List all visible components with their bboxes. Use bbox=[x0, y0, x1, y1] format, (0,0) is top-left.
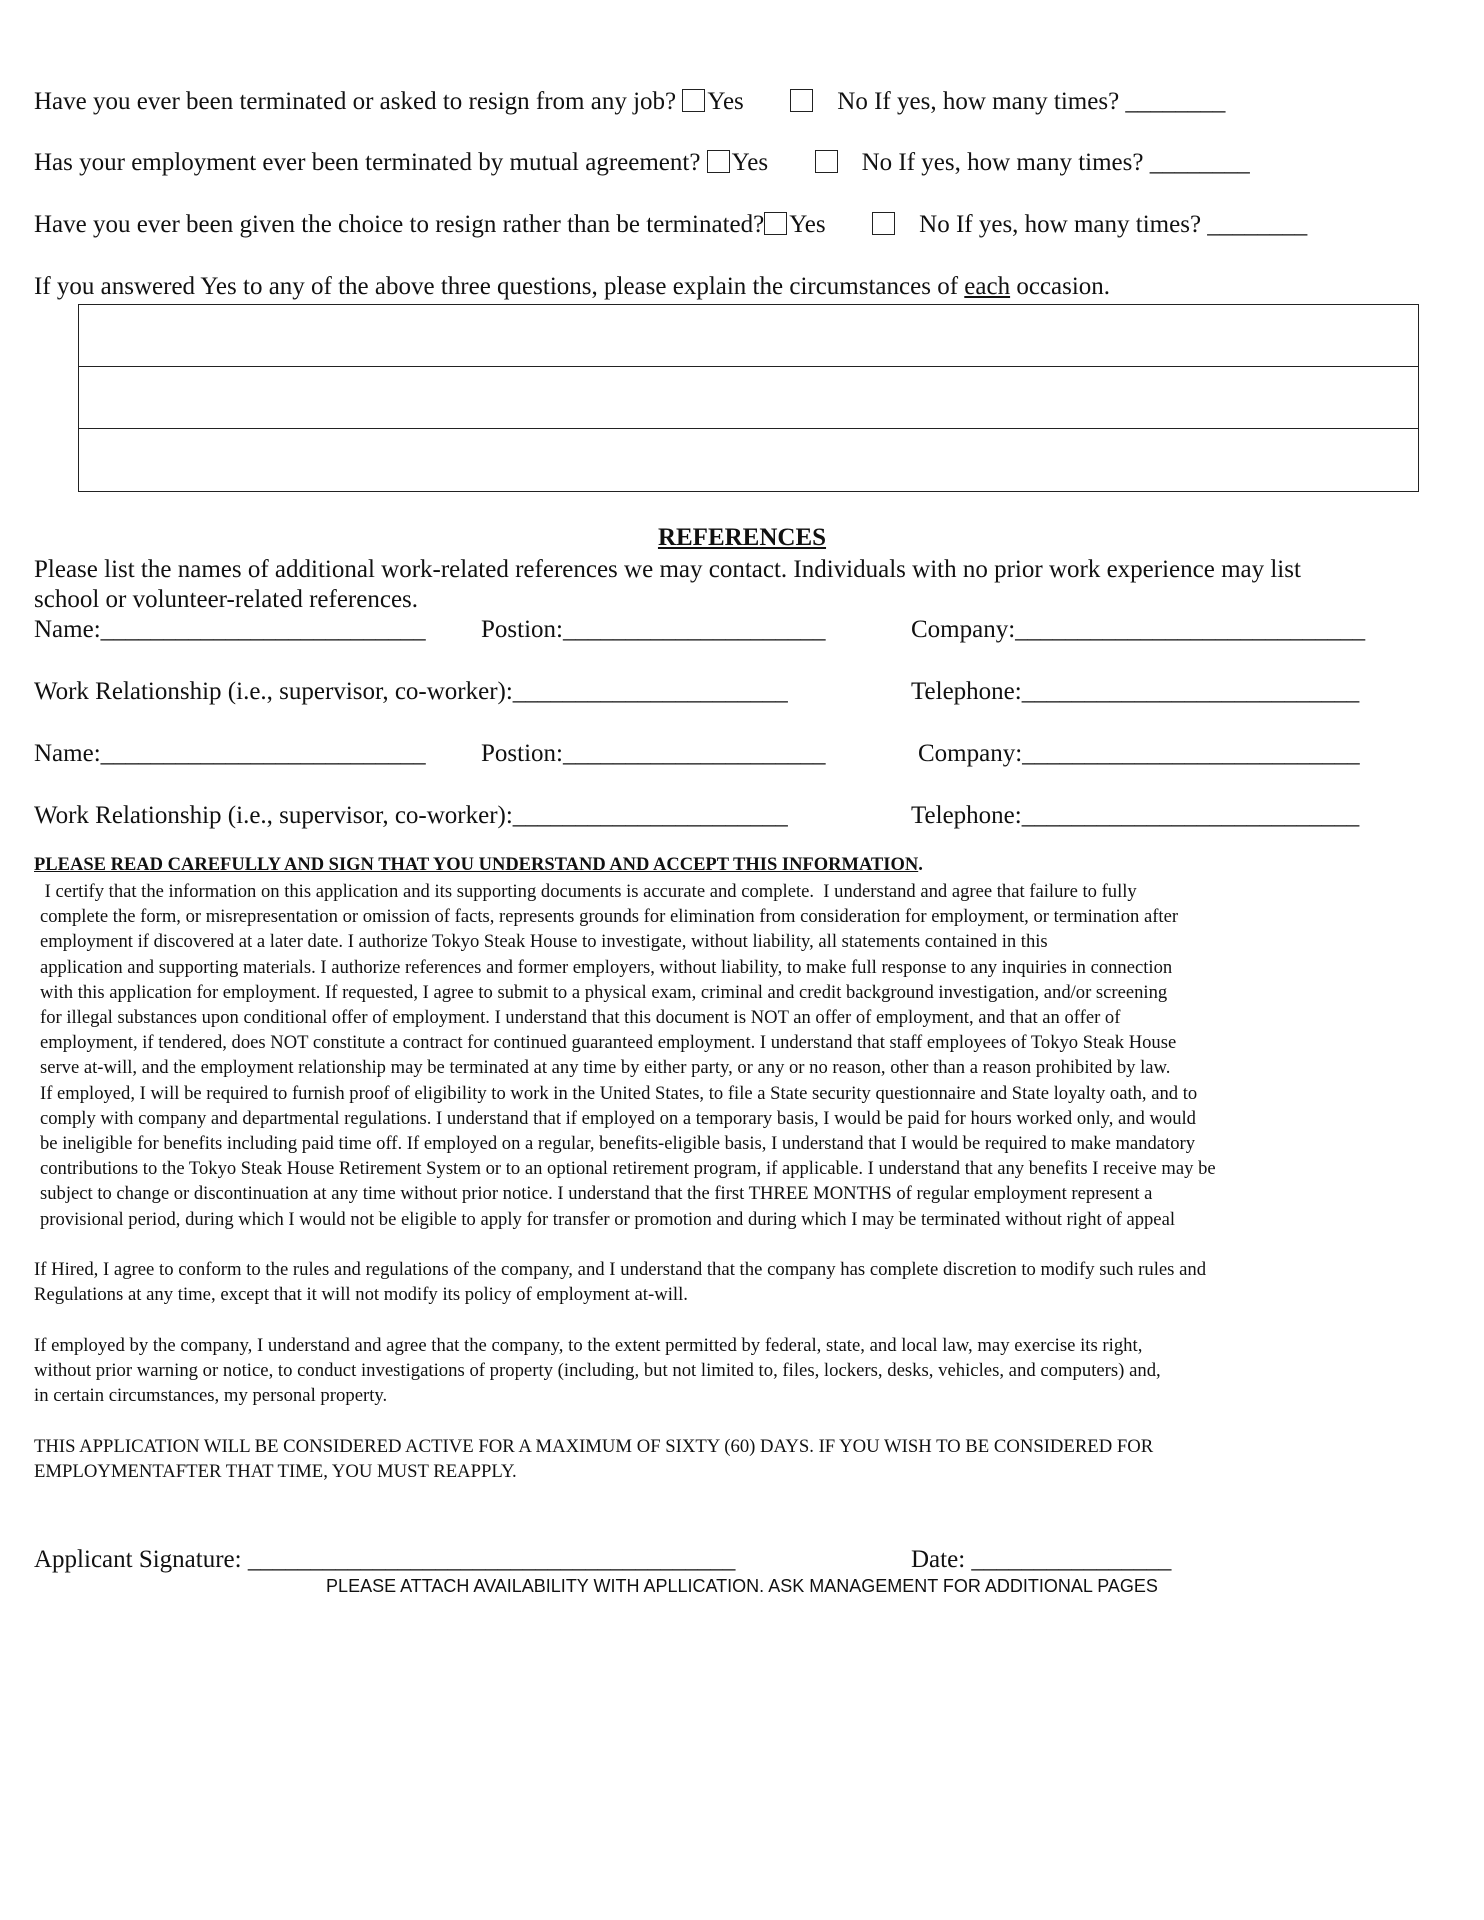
yes-label: Yes bbox=[707, 88, 744, 115]
question-terminated bbox=[34, 87, 1225, 117]
question-mutual-agreement bbox=[34, 148, 1250, 178]
explanation-box bbox=[78, 304, 1419, 492]
explanation-line-3[interactable] bbox=[79, 429, 1418, 490]
notice-heading bbox=[34, 855, 923, 876]
no-checkbox[interactable] bbox=[815, 150, 838, 173]
certify-line: for illegal substances upon conditional offer of employment. I understand that this document is NOT an offer of employment, and that an offer of bbox=[40, 1007, 1121, 1029]
yes-label: Yes bbox=[789, 211, 826, 238]
certification-paragraph bbox=[40, 879, 1460, 1232]
certify-line: subject to change or discontinuation at any time without prior notice. I understand that the first THREE MONTHS of regular employment represent a bbox=[40, 1183, 1153, 1205]
explain-text-end: occasion. bbox=[1010, 273, 1111, 300]
yes-checkbox[interactable] bbox=[682, 89, 705, 112]
no-label: No bbox=[861, 149, 893, 176]
no-label: No bbox=[919, 211, 950, 238]
notice-heading-text: PLEASE READ CAREFULLY AND SIGN THAT YOU UNDERSTAND AND ACCEPT THIS INFORMATION bbox=[34, 855, 919, 875]
references-intro-line-1: Please list the names of additional work-related references we may contact. Individuals with no prior work experience may list bbox=[34, 556, 1301, 583]
certify-line: with this application for employment. If requested, I agree to submit to a physical exam, criminal and credit background investigation, and/or screening bbox=[40, 981, 1168, 1003]
yes-checkbox[interactable] bbox=[707, 150, 730, 173]
certify-line: application and supporting materials. I authorize references and former employers, without liability, to make full response to any inquiries in connection bbox=[40, 956, 1173, 978]
certify-line: employment, if tendered, does NOT constitute a contract for continued guaranteed employment. I understand that staff employees of Tokyo Steak House bbox=[40, 1032, 1177, 1054]
explanation-line-2[interactable] bbox=[79, 367, 1418, 429]
investigation-line: If employed by the company, I understand and agree that the company, to the extent permitted by federal, state, and local law, may exercise its right, bbox=[34, 1335, 1143, 1356]
reference-1-telephone-field[interactable]: Telephone:___________________________ bbox=[911, 678, 1360, 705]
references-heading: REFERENCES bbox=[657, 524, 827, 551]
certify-line: provisional period, during which I would not be eligible to apply for transfer or promotion and during which I may be terminated without right of appeal bbox=[40, 1208, 1175, 1230]
question-text: Has your employment ever been terminated by mutual agreement? bbox=[34, 149, 701, 176]
reference-1-position-field[interactable]: Postion:_____________________ bbox=[481, 616, 826, 643]
reference-2-telephone-field[interactable]: Telephone:___________________________ bbox=[911, 802, 1360, 829]
no-checkbox[interactable] bbox=[790, 89, 813, 112]
certify-line: be ineligible for benefits including paid time off. If employed on a regular, benefits-eligible basis, I understand that I would be required to make mandatory bbox=[40, 1133, 1195, 1155]
explain-prompt bbox=[34, 272, 1110, 302]
question-text: Have you ever been given the choice to resign rather than be terminated? bbox=[34, 211, 765, 238]
times-field[interactable]: If yes, how many times? ________ bbox=[898, 149, 1250, 176]
question-text: Have you ever been terminated or asked to resign from any job? bbox=[34, 88, 677, 115]
times-field[interactable]: If yes, how many times? ________ bbox=[955, 211, 1308, 238]
reference-1-company-field[interactable]: Company:____________________________ bbox=[911, 616, 1366, 643]
reference-2-company-field[interactable]: Company:___________________________ bbox=[918, 740, 1360, 767]
investigation-line: in certain circumstances, my personal property. bbox=[34, 1385, 388, 1407]
explain-text: If you answered Yes to any of the above three questions, please explain the circumstances of bbox=[34, 273, 965, 300]
certify-line: I certify that the information on this application and its supporting documents is accurate and complete. I understand and agree that failure to fully bbox=[40, 881, 1137, 902]
date-field[interactable]: Date: ________________ bbox=[911, 1546, 1172, 1573]
times-field[interactable]: If yes, how many times? ________ bbox=[874, 88, 1226, 115]
certify-line: employment if discovered at a later date. I authorize Tokyo Steak House to investigate, without liability, all statements contained in this bbox=[40, 931, 1048, 953]
active-line: THIS APPLICATION WILL BE CONSIDERED ACTIVE FOR A MAXIMUM OF SIXTY (60) DAYS. IF YOU WISH TO BE CONSIDERED FOR bbox=[34, 1436, 1154, 1457]
yes-label: Yes bbox=[731, 149, 769, 176]
reference-2-position-field[interactable]: Postion:_____________________ bbox=[481, 740, 826, 767]
certify-line: comply with company and departmental regulations. I understand that if employed on a temporary basis, I would be paid for hours worked only, and would bbox=[40, 1107, 1196, 1129]
references-intro-line-2: school or volunteer-related references. bbox=[34, 586, 419, 613]
active-period-paragraph bbox=[34, 1434, 1153, 1484]
certify-line: complete the form, or misrepresentation or omission of facts, represents grounds for elimination from consideration for employment, or termination after bbox=[40, 906, 1179, 928]
investigation-line: without prior warning or notice, to conduct investigations of property (including, but not limited to, files, lockers, desks, vehicles, and computers) and, bbox=[34, 1360, 1161, 1382]
hired-paragraph bbox=[34, 1257, 1206, 1307]
certify-line: If employed, I will be required to furnish proof of eligibility to work in the United States, to file a State security questionnaire and State loyalty oath, and to bbox=[40, 1082, 1198, 1104]
certify-line: serve at-will, and the employment relationship may be terminated at any time by either party, or any or no reason, other than a reason prohibited by law. bbox=[40, 1057, 1171, 1079]
no-label: No bbox=[837, 88, 868, 115]
investigation-paragraph bbox=[34, 1333, 1161, 1409]
hired-line: If Hired, I agree to conform to the rules and regulations of the company, and I understand that the company has complete discretion to modify such rules and bbox=[34, 1259, 1207, 1280]
yes-checkbox[interactable] bbox=[764, 212, 787, 235]
applicant-signature-field[interactable]: Applicant Signature: _______________________________________ bbox=[34, 1546, 736, 1573]
hired-line: Regulations at any time, except that it will not modify its policy of employment at-will. bbox=[34, 1284, 688, 1306]
reference-1-name-field[interactable]: Name:__________________________ bbox=[34, 616, 426, 643]
certify-line: contributions to the Tokyo Steak House Retirement System or to an optional retirement program, if applicable. I understand that any benefits I receive may be bbox=[40, 1158, 1216, 1180]
reference-2-relationship-field[interactable]: Work Relationship (i.e., supervisor, co-worker):______________________ bbox=[34, 802, 788, 829]
explanation-line-1[interactable] bbox=[79, 305, 1418, 367]
reference-2-name-field[interactable]: Name:__________________________ bbox=[34, 740, 426, 767]
explain-emphasis: each bbox=[964, 273, 1011, 300]
reference-1-relationship-field[interactable]: Work Relationship (i.e., supervisor, co-worker):______________________ bbox=[34, 678, 788, 705]
active-line: EMPLOYMENTAFTER THAT TIME, YOU MUST REAPPLY. bbox=[34, 1461, 517, 1483]
notice-heading-period: . bbox=[918, 855, 923, 875]
no-checkbox[interactable] bbox=[872, 212, 895, 235]
question-choice-to-resign bbox=[34, 210, 1307, 240]
footer-note: PLEASE ATTACH AVAILABILITY WITH APLLICATION. ASK MANAGEMENT FOR ADDITIONAL PAGES bbox=[326, 1576, 1158, 1596]
